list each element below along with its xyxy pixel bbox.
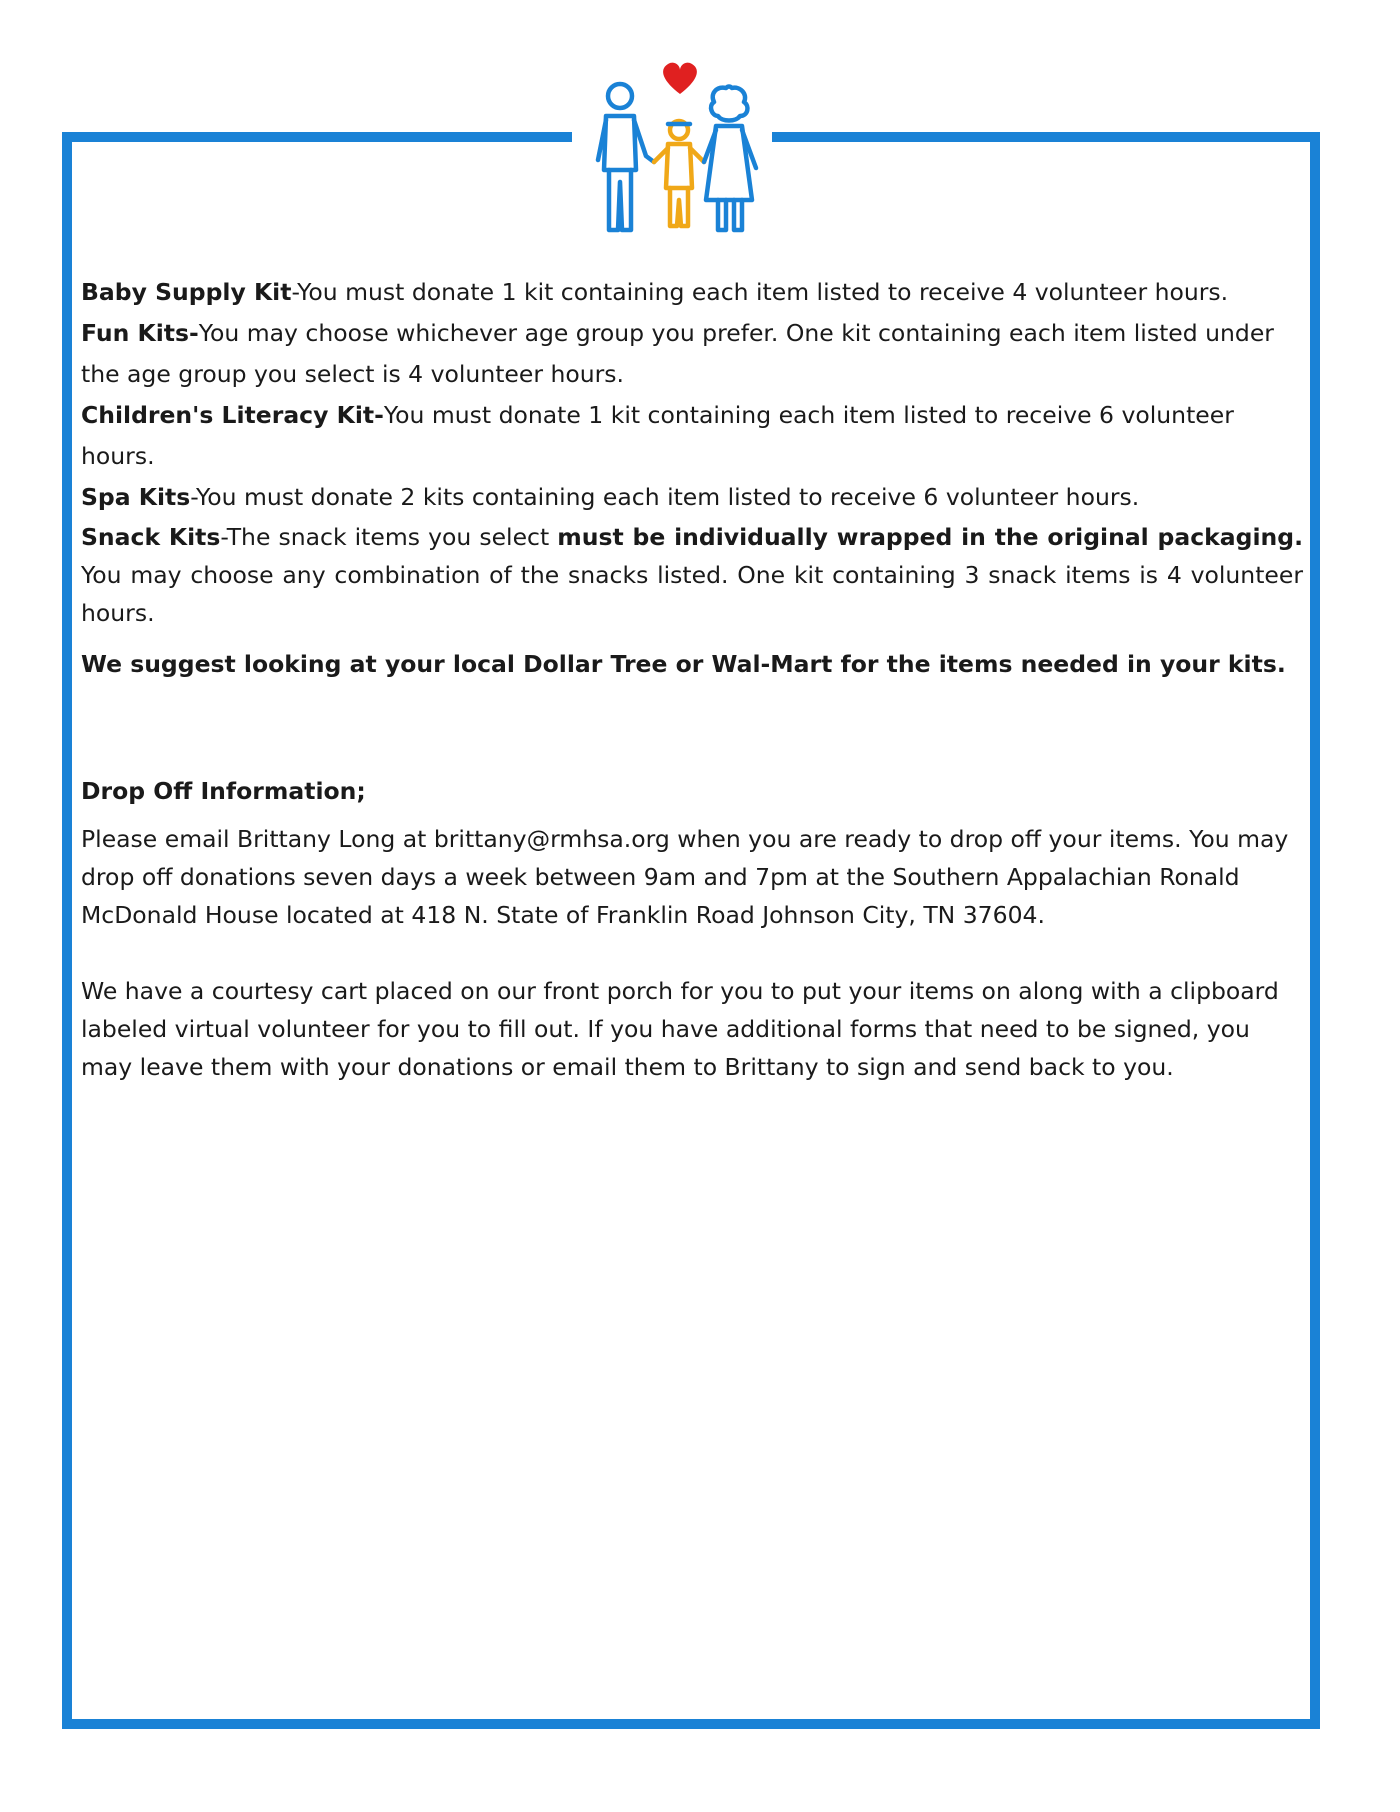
kit-title: Fun Kits- [81, 319, 199, 347]
child-figure-icon [654, 121, 704, 226]
kit-text: -You must donate 2 kits containing each item listed to receive 6 volunteer hours. [190, 483, 1140, 511]
kit-snack [81, 518, 1303, 632]
snack-emphasis: must be individually wrapped in the original packaging. [557, 523, 1303, 551]
kit-text: -You must donate 1 kit containing each item listed to receive 4 volunteer hours. [291, 278, 1229, 306]
store-suggestion: We suggest looking at your local Dollar Tree or Wal-Mart for the items needed in your kits. [81, 650, 1286, 678]
kit-childrens-literacy [81, 395, 1303, 477]
kit-fun [81, 313, 1303, 395]
kit-text: You may choose whichever age group you prefer. One kit containing each item listed under the age group you select is 4 volunteer hours. [81, 319, 1274, 388]
kit-text: You must donate 1 kit containing each item listed to receive 6 volunteer hours. [81, 401, 1234, 470]
kit-text: You may choose any combination of the snacks listed. One kit containing 3 snack items is 4 volunteer hours. [81, 561, 1303, 627]
dropoff-heading: Drop Off Information; [81, 777, 366, 805]
parent-figure-icon [704, 87, 756, 231]
courtesy-cart-info: We have a courtesy cart placed on our front porch for you to put your items on along with a clipboard labeled virtual volunteer for you to fill out. If you have additional forms that need to be signed, you may leave them with your donations or email them to Brittany to sign and send back to you. [81, 977, 1279, 1081]
document-content [81, 272, 1303, 1086]
kit-title: Children's Literacy Kit- [81, 401, 384, 429]
kit-text: -The snack items you select [220, 523, 558, 551]
kit-baby-supply [81, 272, 1303, 313]
kit-spa [81, 477, 1303, 518]
kit-title: Snack Kits [81, 523, 221, 551]
dropoff-instructions: Please email Brittany Long at brittany@rmhsa.org when you are ready to drop off your items. You may drop off donations seven days a week between 9am and 7pm at the Southern Appalachian Ronald McDonald House located at 418 N. State of Franklin Road Johnson City, TN 37604. [81, 825, 1289, 929]
kit-title: Baby Supply Kit [81, 278, 292, 306]
heart-icon [663, 63, 697, 94]
parent-figure-icon [598, 84, 654, 230]
family-heart-logo [580, 60, 780, 240]
kit-title: Spa Kits [81, 483, 191, 511]
